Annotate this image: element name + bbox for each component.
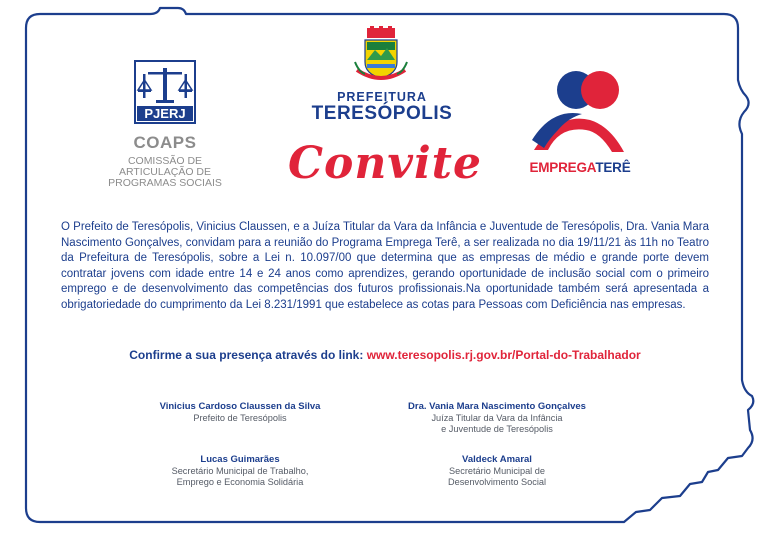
coaps-subtitle-line: ARTICULAÇÃO DE bbox=[119, 166, 211, 178]
signatory-role: Emprego e Economia Solidária bbox=[176, 477, 304, 487]
scales-of-justice-icon bbox=[138, 68, 192, 103]
municipal-crest-icon bbox=[353, 26, 409, 86]
emprega-word: EMPREGA bbox=[529, 160, 596, 175]
signatory-name: Vinicius Cardoso Claussen da Silva bbox=[159, 401, 321, 412]
coaps-subtitle bbox=[96, 156, 234, 189]
signature-block bbox=[392, 454, 602, 488]
signatory-role: e Juventude de Teresópolis bbox=[441, 424, 553, 434]
signatory-name: Valdeck Amaral bbox=[462, 454, 532, 465]
invitation-title: Convite bbox=[288, 138, 482, 189]
confirm-line bbox=[61, 348, 709, 362]
people-arc-icon bbox=[528, 68, 628, 158]
signatory-name: Dra. Vania Mara Nascimento Gonçalves bbox=[408, 401, 586, 412]
signature-block bbox=[140, 401, 340, 424]
coaps-title: COAPS bbox=[133, 133, 197, 152]
tere-word: TERÊ bbox=[595, 160, 631, 175]
confirm-label: Confirme a sua presença através do link: bbox=[129, 348, 364, 362]
signature-block bbox=[392, 401, 602, 435]
signatory-role: Secretário Municipal de bbox=[448, 466, 545, 476]
signatory-role: Secretário Municipal de Trabalho, bbox=[171, 466, 309, 476]
pjerj-logo bbox=[134, 60, 196, 124]
signatory-role: Prefeito de Teresópolis bbox=[193, 413, 287, 423]
portal-link[interactable]: www.teresopolis.rj.gov.br/Portal-do-Trabalhador bbox=[366, 348, 641, 362]
teresopolis-label: TERESÓPOLIS bbox=[311, 103, 453, 124]
coaps-subtitle-line: COMISSÃO DE bbox=[127, 155, 203, 167]
emprega-tere-wordmark bbox=[520, 160, 640, 175]
signatory-name: Lucas Guimarães bbox=[200, 454, 280, 465]
prefeitura-label: PREFEITURA bbox=[337, 90, 427, 104]
signatory-role: Juíza Titular da Vara da Infância bbox=[431, 413, 563, 423]
coaps-subtitle-line: PROGRAMAS SOCIAIS bbox=[108, 177, 222, 189]
signatory-role: Desenvolvimento Social bbox=[447, 477, 547, 487]
signature-block bbox=[140, 454, 340, 488]
invitation-body: O Prefeito de Teresópolis, Vinicius Claussen, e a Juíza Titular da Vara da Infância e Juventude de Teresópolis, Dra. Vania Mara Nascimento Gonçalves, convidam para a reunião do Programa Emprega Terê, a ser realizada no dia 19/11/21 às 11h no Teatro da Prefeitura de Teresópolis, sobre a Lei n. 10.097/00 que determina que as empresas de médio e grande porte devem contratar jovens com idade entre 14 e 24 anos como aprendizes, gerando oportunidade de inclusão social com o primeiro emprego e de desenvolvimento das competências dos futuros profissionais.Na oportunidade também será apresentada a obrigatoriedade do cumprimento da Lei 8.231/1991 que estabelece as cotas para Pessoas com Deficiência nas empresas. bbox=[61, 221, 709, 311]
pjerj-badge-text: PJERJ bbox=[144, 106, 186, 121]
